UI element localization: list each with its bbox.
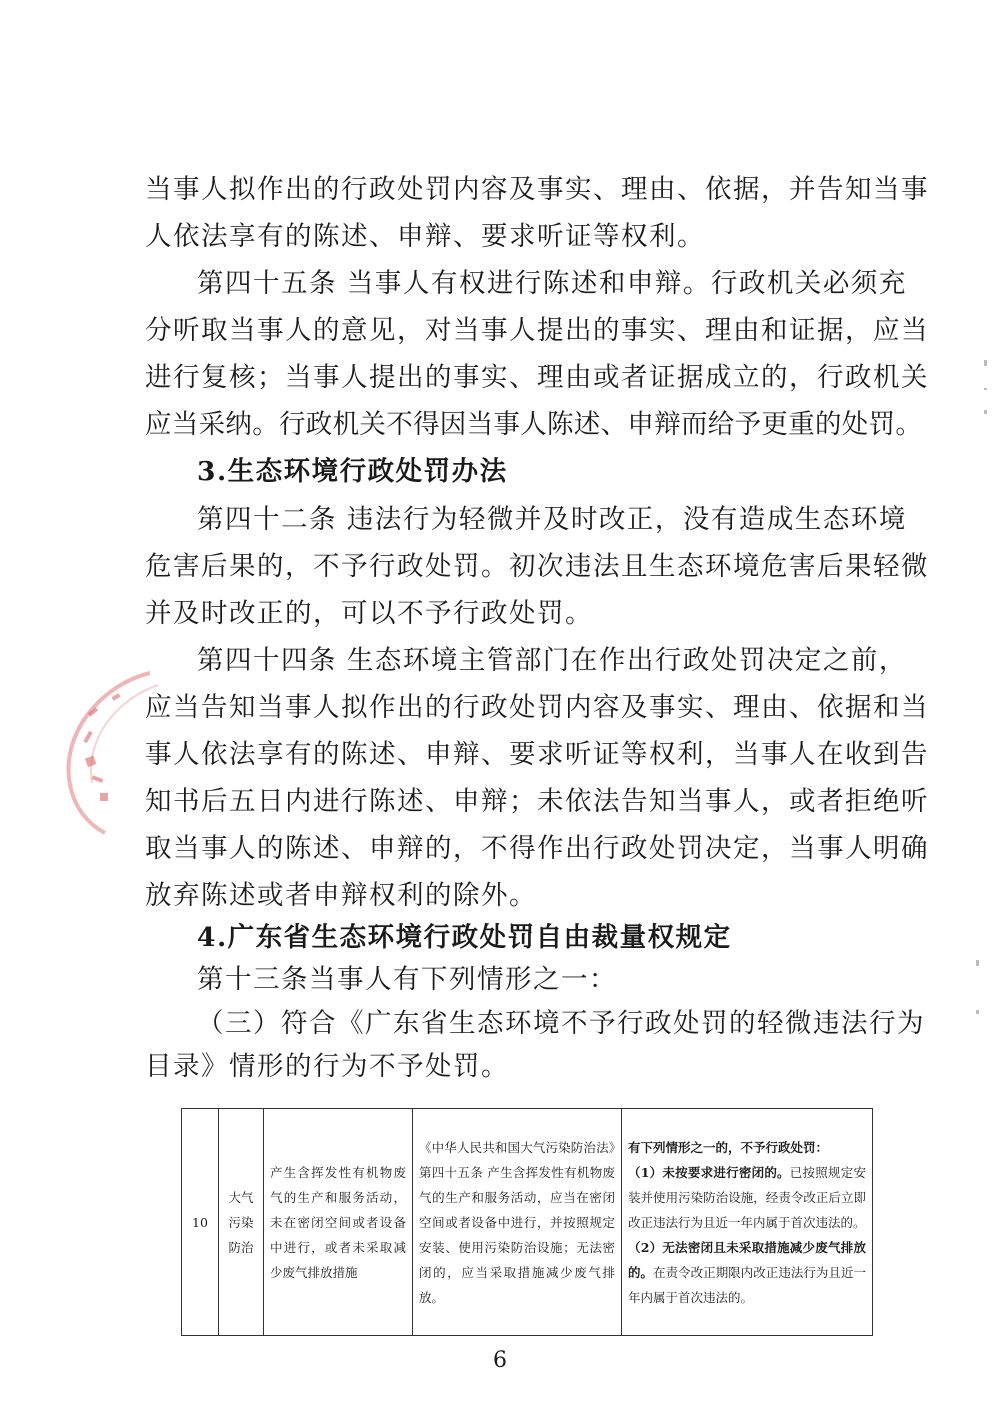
condition-2-title: （2）无法密闭且未采取措施减少废气排放的。 bbox=[628, 1239, 866, 1280]
condition-1 bbox=[628, 1160, 866, 1235]
conditions-intro: 有下列情形之一的，不予行政处罚： bbox=[628, 1139, 829, 1155]
item-category: 大气污染防治 bbox=[219, 1109, 264, 1336]
scan-mark bbox=[984, 388, 987, 390]
text-line: 分听取当事人的意见，对当事人提出的事实、理由和证据，应当 bbox=[145, 315, 929, 346]
article-45: 第四十五条 当事人有权进行陈述和申辩。行政机关必须充 bbox=[197, 268, 907, 299]
text-line: 目录》情形的行为不予处罚。 bbox=[145, 1051, 509, 1082]
text-line: 应当采纳。行政机关不得因当事人陈述、申辩而给予更重的处罚。 bbox=[145, 409, 923, 440]
text-line: 取当事人的陈述、申辩的，不得作出行政处罚决定，当事人明确 bbox=[145, 833, 929, 864]
item-number: 10 bbox=[182, 1109, 219, 1336]
text-line: 当事人拟作出的行政处罚内容及事实、理由、依据，并告知当事 bbox=[145, 174, 929, 205]
condition-1-title: （1）未按要求进行密闭的。 bbox=[628, 1164, 790, 1180]
scan-mark bbox=[976, 1010, 979, 1014]
table-row bbox=[182, 1109, 873, 1336]
scan-mark bbox=[984, 360, 987, 366]
violation-catalog-table bbox=[181, 1108, 873, 1336]
text-line: 知书后五日内进行陈述、申辩；未依法告知当事人，或者拒绝听 bbox=[145, 786, 929, 817]
article-42: 第四十二条 违法行为轻微并及时改正，没有造成生态环境 bbox=[197, 504, 907, 535]
scan-mark bbox=[984, 410, 987, 414]
article-13: 第十三条当事人有下列情形之一： bbox=[197, 964, 617, 995]
text-line: 并及时改正的，可以不予行政处罚。 bbox=[145, 598, 593, 629]
section-heading-4: 4.广东省生态环境行政处罚自由裁量权规定 bbox=[197, 922, 732, 953]
article-44: 第四十四条 生态环境主管部门在作出行政处罚决定之前， bbox=[197, 645, 907, 676]
text-line: 进行复核；当事人提出的事实、理由或者证据成立的，行政机关 bbox=[145, 362, 929, 393]
text-line: 放弃陈述或者申辩权利的除外。 bbox=[145, 880, 537, 911]
text-line: 应当告知当事人拟作出的行政处罚内容及事实、理由、依据和当 bbox=[145, 692, 929, 723]
text-line: 人依法享有的陈述、申辩、要求听证等权利。 bbox=[145, 221, 705, 252]
text-line: 事人依法享有的陈述、申辩、要求听证等权利，当事人在收到告 bbox=[145, 739, 929, 770]
clause-3: （三）符合《广东省生态环境不予行政处罚的轻微违法行为 bbox=[197, 1008, 925, 1039]
item-legal-basis: 《中华人民共和国大气污染防治法》第四十五条 产生含挥发性有机物废气的生产和服务活动，应当在密闭空间或者设备中进行，并按照规定安装、使用污染防治设施；无法密闭的，应当采取措施减少废气排放。 bbox=[413, 1109, 622, 1336]
text-line: 危害后果的，不予行政处罚。初次违法且生态环境危害后果轻微 bbox=[145, 551, 929, 582]
condition-1-text: 已按照规定安装并使用污染防治设施，经责令改正后立即改正违法行为且近一年内属于首次违法的。 bbox=[628, 1164, 866, 1230]
item-conditions bbox=[622, 1109, 873, 1336]
condition-2-text: 在责令改正期限内改正违法行为且近一年内属于首次违法的。 bbox=[628, 1264, 866, 1305]
condition-2 bbox=[628, 1235, 866, 1310]
item-description: 产生含挥发性有机物废气的生产和服务活动，未在密闭空间或者设备中进行，或者未采取减少废气排放措施 bbox=[264, 1109, 413, 1336]
section-heading-3: 3.生态环境行政处罚办法 bbox=[197, 456, 508, 487]
seal-stamp-fragment bbox=[30, 665, 170, 835]
scan-mark bbox=[976, 960, 979, 966]
page-number: 6 bbox=[493, 1348, 507, 1373]
